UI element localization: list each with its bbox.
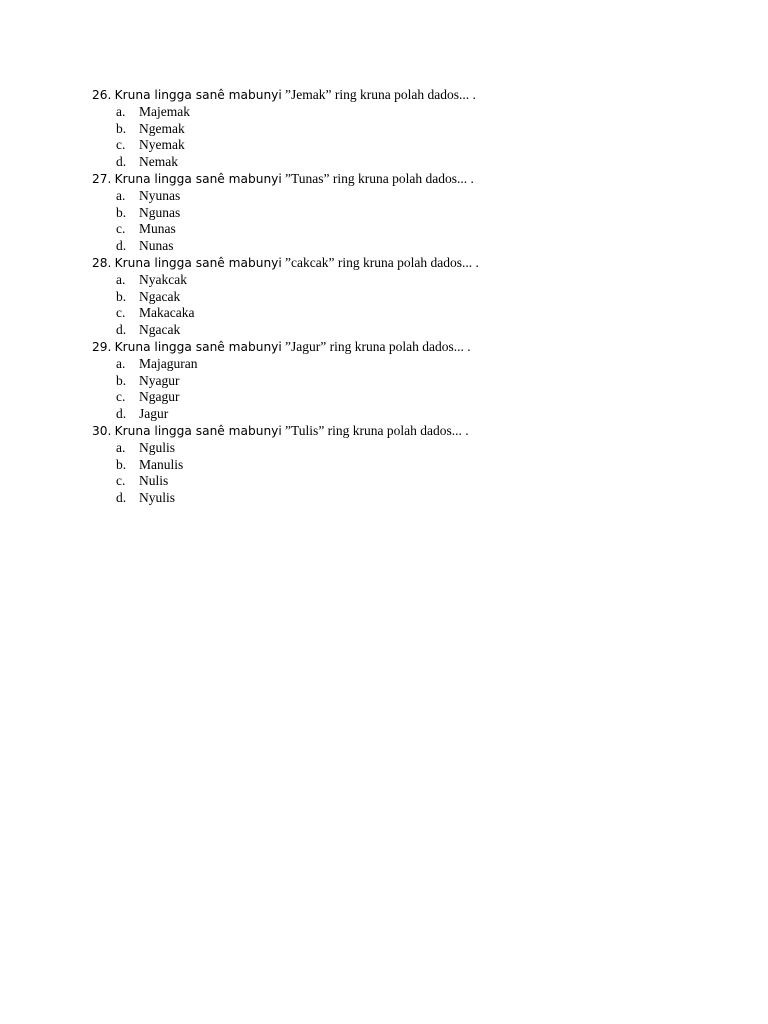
option-list	[92, 272, 692, 339]
option-letter: d.	[116, 238, 127, 254]
option-text: Nyagur	[139, 372, 180, 388]
question-prompt: ”Tulis” ring kruna polah dados... .	[285, 422, 469, 438]
option-text: Majaguran	[139, 355, 198, 371]
question-text	[92, 255, 692, 272]
option-item	[92, 104, 692, 121]
option-text: Nyunas	[139, 187, 181, 203]
option-item	[92, 238, 692, 255]
option-text: Nyemak	[139, 137, 185, 153]
question-lead: Kruna lingga sanê mabunyi	[114, 171, 282, 186]
option-list	[92, 188, 692, 255]
option-item	[92, 289, 692, 306]
option-letter: c.	[116, 221, 126, 237]
question-item	[92, 87, 692, 171]
option-text: Nyakcak	[139, 271, 187, 287]
option-text: Nemak	[139, 154, 178, 170]
option-letter: d.	[116, 322, 127, 338]
question-text	[92, 339, 692, 356]
option-text: Ngulis	[139, 439, 176, 455]
option-item	[92, 205, 692, 222]
option-text: Nunas	[139, 238, 174, 254]
option-letter: a.	[116, 103, 126, 119]
option-item	[92, 490, 692, 507]
option-text: Ngemak	[139, 120, 185, 136]
option-letter: a.	[116, 439, 126, 455]
option-item	[92, 440, 692, 457]
question-item	[92, 171, 692, 255]
question-prompt: ”Jemak” ring kruna polah dados... .	[285, 87, 476, 102]
option-letter: d.	[116, 490, 127, 506]
option-item	[92, 373, 692, 390]
question-list	[92, 87, 692, 507]
option-item	[92, 188, 692, 205]
option-text: Nulis	[139, 473, 169, 489]
option-letter: a.	[116, 271, 126, 287]
question-lead: Kruna lingga sanê mabunyi	[114, 88, 282, 102]
option-list	[92, 104, 692, 171]
option-list	[92, 440, 692, 507]
option-item	[92, 356, 692, 373]
option-letter: b.	[116, 456, 127, 472]
question-text	[92, 87, 692, 104]
option-letter: c.	[116, 137, 126, 153]
option-text: Munas	[139, 221, 176, 237]
option-letter: a.	[116, 187, 126, 203]
question-number: 30.	[92, 423, 112, 438]
question-number: 26.	[92, 88, 112, 102]
option-item	[92, 389, 692, 406]
question-number: 27.	[92, 171, 112, 186]
question-text	[92, 423, 692, 440]
question-item	[92, 339, 692, 423]
option-text: Ngagur	[139, 389, 180, 405]
question-number: 28.	[92, 255, 112, 270]
option-item	[92, 272, 692, 289]
option-item	[92, 305, 692, 322]
option-text: Majemak	[139, 103, 190, 119]
option-item	[92, 154, 692, 171]
option-letter: c.	[116, 389, 126, 405]
option-letter: b.	[116, 288, 127, 304]
question-number: 29.	[92, 339, 112, 354]
question-prompt: ”Tunas” ring kruna polah dados... .	[285, 170, 474, 186]
option-letter: b.	[116, 372, 127, 388]
option-item	[92, 121, 692, 138]
option-item	[92, 406, 692, 423]
option-letter: d.	[116, 154, 127, 170]
option-letter: c.	[116, 305, 126, 321]
option-text: Nyulis	[139, 490, 176, 506]
question-lead: Kruna lingga sanê mabunyi	[114, 255, 282, 270]
option-item	[92, 137, 692, 154]
option-text: Manulis	[139, 456, 184, 472]
option-text: Ngacak	[139, 288, 181, 304]
option-text: Ngacak	[139, 322, 181, 338]
option-text: Ngunas	[139, 204, 181, 220]
question-lead: Kruna lingga sanê mabunyi	[114, 339, 282, 354]
option-letter: b.	[116, 204, 127, 220]
question-prompt: ”cakcak” ring kruna polah dados... .	[285, 254, 479, 270]
option-letter: d.	[116, 406, 127, 422]
question-prompt: ”Jagur” ring kruna polah dados... .	[285, 338, 471, 354]
option-item	[92, 457, 692, 474]
option-item	[92, 322, 692, 339]
option-text: Makacaka	[139, 305, 195, 321]
option-text: Jagur	[139, 406, 169, 422]
option-letter: a.	[116, 355, 126, 371]
option-item	[92, 473, 692, 490]
option-letter: b.	[116, 120, 127, 136]
option-list	[92, 356, 692, 423]
question-item	[92, 255, 692, 339]
option-item	[92, 221, 692, 238]
option-letter: c.	[116, 473, 126, 489]
question-item	[92, 423, 692, 507]
question-lead: Kruna lingga sanê mabunyi	[114, 423, 282, 438]
question-text	[92, 171, 692, 188]
